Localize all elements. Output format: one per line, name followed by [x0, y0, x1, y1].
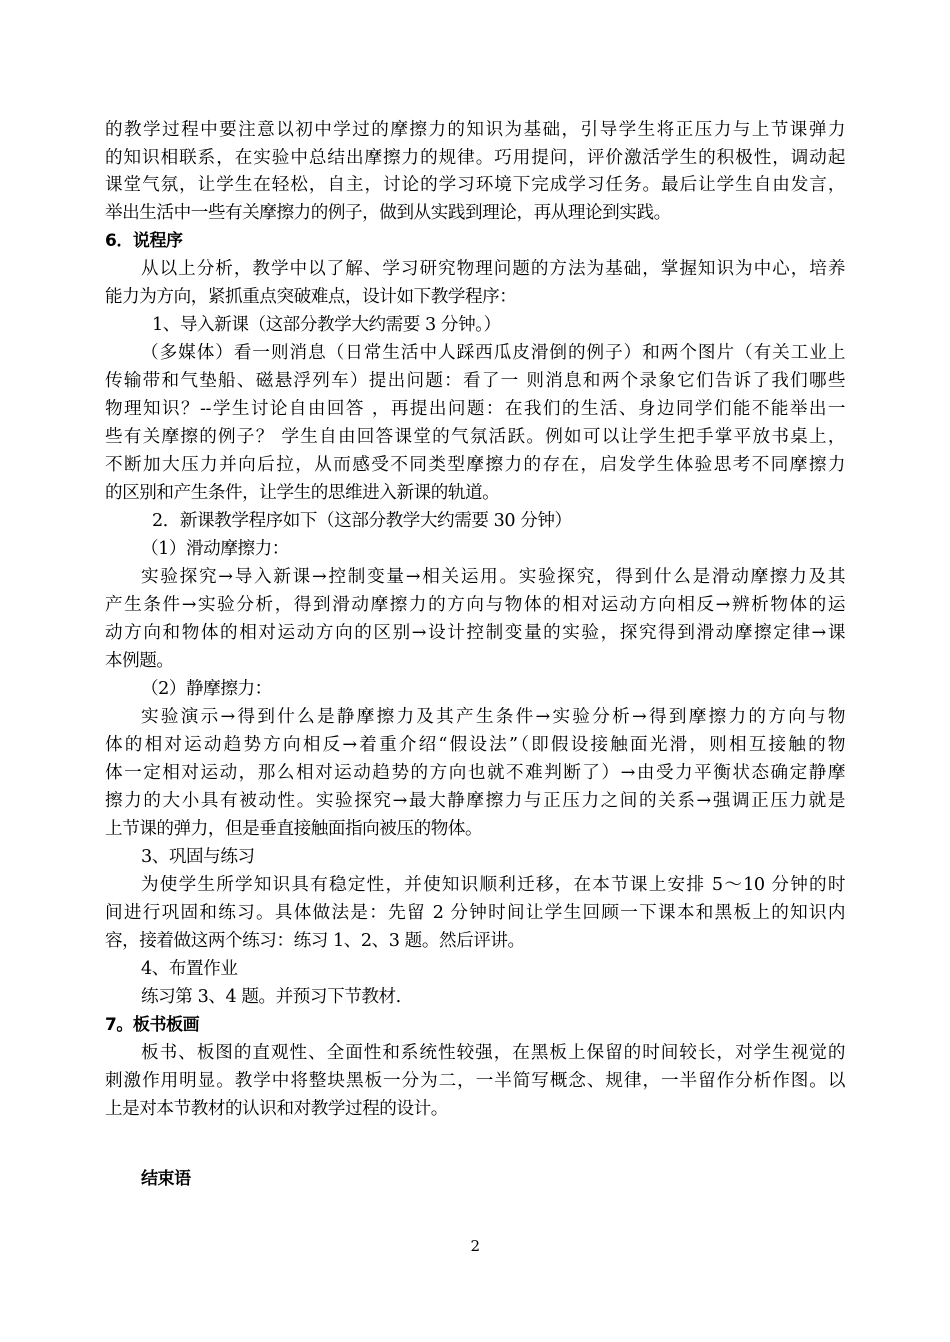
paragraph-line: 上节课的弹力，但是垂直接触面指向被压的物体。: [105, 819, 483, 839]
subsection-heading: （1）滑动摩擦力：: [141, 539, 289, 559]
paragraph-line: 实验演示→得到什么是静摩擦力及其产生条件→实验分析→得到摩擦力的方向与物: [141, 707, 845, 727]
paragraph-line: 物理知识？--学生讨论自由回答 ，再提出问题：在我们的生活、身边同学们能不能举出一: [105, 399, 845, 419]
paragraph-line: 体的相对运动趋势方向相反→着重介绍“假设法”（即假设接触面光滑，则相互接触的物: [105, 735, 845, 755]
closing-heading: 结束语: [141, 1169, 191, 1189]
paragraph-line: 刺激作用明显。教学中将整块黑板一分为二，一半简写概念、规律，一半留作分析作图。以: [105, 1071, 845, 1091]
page-number: 2: [470, 1237, 480, 1255]
paragraph-line: 课堂气氛，让学生在轻松，自主，讨论的学习环境下完成学习任务。最后让学生自由发言，: [105, 175, 845, 195]
paragraph-line: 体一定相对运动，那么相对运动趋势的方向也就不难判断了）→由受力平衡状态确定静摩: [105, 763, 845, 783]
paragraph-line: 本例题。: [105, 651, 174, 671]
paragraph-line: 间进行巩固和练习。具体做法是：先留 2 分钟时间让学生回顾一下课本和黑板上的知识内: [105, 903, 845, 923]
paragraph-line: 的教学过程中要注意以初中学过的摩擦力的知识为基础，引导学生将正压力与上节课弹力: [105, 120, 845, 140]
paragraph-line: 练习第 3、4 题。并预习下节教材.: [141, 987, 401, 1007]
paragraph-line: （多媒体）看一则消息（日常生活中人踩西瓜皮滑倒的例子）和两个图片（有关工业上: [141, 343, 845, 363]
paragraph-line: 能力为方向，紧抓重点突破难点，设计如下教学程序：: [105, 287, 517, 307]
paragraph-line: 为使学生所学知识具有稳定性，并使知识顺利迁移，在本节课上安排 5～10 分钟的时: [141, 875, 845, 895]
paragraph-line: 动方向和物体的相对运动方向的区别→设计控制变量的实验，探究得到滑动摩擦定律→课: [105, 623, 845, 643]
section-heading-7: 7。板书板画: [105, 1015, 200, 1035]
subsection-heading: （2）静摩擦力：: [141, 679, 272, 699]
paragraph-line: 擦力的大小具有被动性。实验探究→最大静摩擦力与正压力之间的关系→强调正压力就是: [105, 791, 845, 811]
paragraph-line: 实验探究→导入新课→控制变量→相关运用。实验探究，得到什么是滑动摩擦力及其: [141, 567, 845, 587]
paragraph-line: 产生条件→实验分析，得到滑动摩擦力的方向与物体的相对运动方向相反→辨析物体的运: [105, 595, 845, 615]
subsection-heading: 2．新课教学程序如下（这部分教学大约需要 30 分钟）: [152, 511, 572, 531]
paragraph-line: 上是对本节教材的认识和对教学过程的设计。: [105, 1099, 448, 1119]
paragraph-line: 不断加大压力并向后拉，从而感受不同类型摩擦力的存在，启发学生体验思考不同摩擦力: [105, 455, 845, 475]
paragraph-line: 容，接着做这两个练习：练习 1、2、3 题。然后评讲。: [105, 931, 525, 951]
paragraph-line: 传输带和气垫船、磁悬浮列车）提出问题：看了一 则消息和两个录象它们告诉了我们哪些: [105, 371, 845, 391]
section-heading-6: 6．说程序: [105, 231, 183, 251]
subsection-heading: 3、巩固与练习: [141, 847, 255, 867]
paragraph-line: 些有关摩擦的例子？ 学生自由回答课堂的气氛活跃。例如可以让学生把手掌平放书桌上，: [105, 427, 845, 447]
subsection-heading: 1、导入新课（这部分教学大约需要 3 分钟。）: [152, 315, 501, 335]
paragraph-line: 从以上分析，教学中以了解、学习研究物理问题的方法为基础，掌握知识为中心，培养: [141, 259, 845, 279]
subsection-heading: 4、布置作业: [141, 959, 238, 979]
paragraph-line: 举出生活中一些有关摩擦力的例子，做到从实践到理论，再从理论到实践。: [105, 203, 671, 223]
paragraph-line: 板书、板图的直观性、全面性和系统性较强，在黑板上保留的时间较长，对学生视觉的: [141, 1043, 845, 1063]
paragraph-line: 的知识相联系，在实验中总结出摩擦力的规律。巧用提问，评价激活学生的积极性，调动起: [105, 148, 845, 168]
paragraph-line: 的区别和产生条件，让学生的思维进入新课的轨道。: [105, 483, 500, 503]
